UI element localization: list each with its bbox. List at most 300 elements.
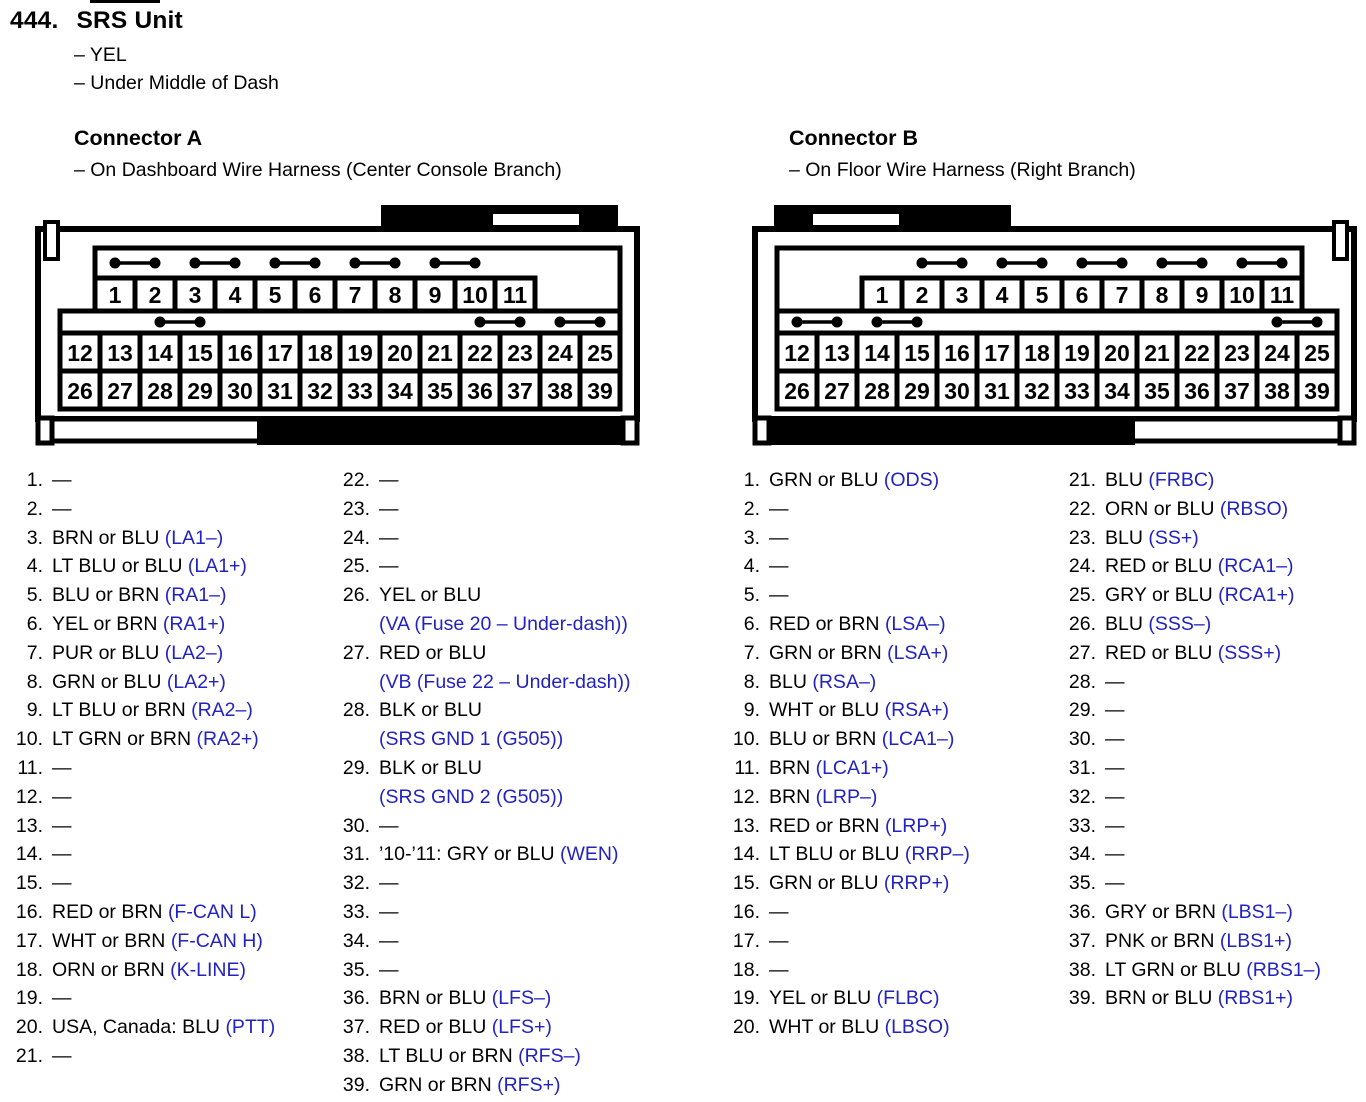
pin-row — [332, 581, 630, 639]
pin-cavity-number: 8 — [1155, 282, 1169, 308]
pin-row — [332, 1013, 630, 1042]
pin-wire-label: — — [1105, 785, 1125, 808]
pin-row — [5, 668, 275, 697]
pin-wire-label: — — [52, 785, 72, 808]
pin-wire-label: RED or BRN (LSA–) — [769, 612, 946, 635]
pin-wire-label: — — [379, 814, 399, 837]
bridge-terminal-dot — [595, 317, 606, 328]
pin-row — [332, 956, 630, 985]
housing-polarizing-notch — [45, 222, 58, 259]
pin-wire-label: — — [769, 526, 789, 549]
pin-number: 4. — [743, 555, 760, 578]
pin-wire-label: GRN or BLU (ODS) — [769, 469, 940, 491]
pin-row — [5, 581, 275, 610]
pin-row — [1058, 927, 1321, 956]
pin-wire-label: GRY or BRN (LBS1–) — [1105, 900, 1293, 923]
pin-wire-label: LT GRN or BRN (RA2+) — [52, 728, 259, 751]
pin-wire-label: GRN or BLU (LA2+) — [52, 670, 226, 693]
pin-cavity-number: 35 — [1144, 378, 1170, 404]
pin-row — [332, 869, 630, 898]
pin-number: 29. — [1068, 699, 1096, 722]
pin-wire-label: — — [769, 555, 789, 578]
pin-row — [5, 524, 275, 553]
pin-wire-label: — — [769, 929, 789, 952]
pin-row — [1058, 581, 1321, 610]
pin-number: 8. — [26, 670, 43, 693]
pin-row — [1058, 524, 1321, 553]
pin-row — [722, 725, 970, 754]
pin-wire-label: — — [379, 555, 399, 578]
bridge-terminal-dot — [1197, 258, 1208, 269]
pin-number: 21. — [1068, 469, 1096, 491]
pin-cavity-number: 9 — [1195, 282, 1209, 308]
pin-wire-label: ’10-’11: GRY or BLU (WEN) — [379, 843, 619, 866]
pin-wire-label: — — [1105, 699, 1125, 722]
pin-number: 39. — [1068, 987, 1096, 1010]
pin-number: 20. — [732, 1016, 760, 1039]
pin-row — [5, 754, 275, 783]
pin-row — [1058, 696, 1321, 725]
pin-number: 3. — [26, 526, 43, 549]
pin-row — [722, 1013, 970, 1042]
pin-row — [5, 552, 275, 581]
pin-cavity-number: 29 — [904, 378, 930, 404]
pin-number: 9. — [26, 699, 43, 722]
pin-row — [722, 754, 970, 783]
pin-number: 1. — [743, 469, 760, 491]
pin-number: 16. — [15, 900, 43, 923]
pin-number: 12. — [732, 785, 760, 808]
pin-wire-label: BLU or BRN (RA1–) — [52, 584, 227, 607]
pin-wire-label: PUR or BLU (LA2–) — [52, 641, 224, 664]
pin-row — [1058, 956, 1321, 985]
pin-cavity-number: 25 — [1304, 340, 1330, 366]
pin-cavity-number: 27 — [824, 378, 850, 404]
pin-wire-label: BLU or BRN (LCA1–) — [769, 728, 955, 751]
pin-number: 14. — [15, 843, 43, 866]
pin-number: 34. — [342, 929, 370, 952]
pin-cavity-number: 22 — [467, 340, 493, 366]
pin-wire-label: — — [52, 469, 72, 491]
pin-number: 22. — [342, 469, 370, 491]
pin-wire-label: BRN or BLU (LA1–) — [52, 526, 224, 549]
pin-number: 10. — [15, 728, 43, 751]
pin-wire-label: BLK or BLU (SRS GND 1 (G505)) — [379, 699, 564, 751]
pin-row — [332, 639, 630, 697]
pin-cavity-number: 31 — [267, 378, 293, 404]
pin-number: 25. — [342, 555, 370, 578]
bridge-terminal-dot — [1272, 317, 1283, 328]
pin-cavity-number: 23 — [1224, 340, 1250, 366]
pin-number: 37. — [1068, 929, 1096, 952]
pin-wire-label: LT BLU or BRN (RA2–) — [52, 699, 253, 722]
pin-cavity-number: 8 — [388, 282, 402, 308]
pin-cavity-number: 5 — [268, 282, 282, 308]
pin-cavity-number: 36 — [1184, 378, 1210, 404]
bridge-terminal-dot — [1037, 258, 1048, 269]
connector-a-pinout-diagram — [35, 205, 640, 447]
pin-cavity-number: 17 — [984, 340, 1010, 366]
pin-row — [332, 1071, 630, 1100]
pin-row — [5, 984, 275, 1013]
pin-cavity-number: 38 — [547, 378, 573, 404]
pin-cavity-number: 37 — [1224, 378, 1250, 404]
pin-row — [722, 783, 970, 812]
bridge-terminal-dot — [270, 258, 281, 269]
pin-number: 33. — [342, 900, 370, 923]
pin-row — [5, 927, 275, 956]
pin-wire-label: RED or BLU (VB (Fuse 22 – Under-dash)) — [379, 641, 631, 693]
pin-cavity-number: 39 — [1304, 378, 1330, 404]
pin-number: 18. — [15, 958, 43, 981]
pin-wire-label: — — [379, 872, 399, 895]
pin-row — [5, 639, 275, 668]
pin-wire-label: — — [379, 929, 399, 952]
pin-wire-label: RED or BLU (SSS+) — [1105, 641, 1282, 664]
pin-cavity-number: 28 — [864, 378, 890, 404]
pin-row — [1058, 610, 1321, 639]
pin-cavity-number: 21 — [1144, 340, 1170, 366]
pin-cavity-number: 21 — [427, 340, 453, 366]
pin-wire-label: — — [52, 843, 72, 866]
pin-wire-label: RED or BLU (LFS+) — [379, 1016, 552, 1039]
pin-wire-label: — — [52, 497, 72, 520]
pin-number: 28. — [1068, 670, 1096, 693]
pin-cavity-number: 32 — [307, 378, 333, 404]
pin-number: 25. — [1068, 584, 1096, 607]
bridge-terminal-dot — [1117, 258, 1128, 269]
pin-number: 20. — [15, 1016, 43, 1039]
pin-number: 36. — [1068, 900, 1096, 923]
connector-b-pin-list-col2 — [1058, 466, 1321, 1013]
housing-bottom-key-bar — [771, 418, 1135, 445]
pin-row — [5, 840, 275, 869]
pin-cavity-number: 30 — [227, 378, 253, 404]
pin-wire-label: — — [379, 958, 399, 981]
pin-cavity-number: 15 — [904, 340, 930, 366]
pin-number: 19. — [732, 987, 760, 1010]
pin-wire-label: — — [52, 814, 72, 837]
pin-number: 24. — [1068, 555, 1096, 578]
row2-bridge-band — [60, 311, 620, 333]
pin-wire-label: — — [1105, 843, 1125, 866]
pin-cavity-number: 17 — [267, 340, 293, 366]
pin-number: 34. — [1068, 843, 1096, 866]
connector-b-subheading: – On Floor Wire Harness (Right Branch) — [789, 159, 1136, 181]
connector-a-pin-list-col2 — [332, 466, 630, 1100]
pin-row — [5, 466, 275, 495]
pin-number: 33. — [1068, 814, 1096, 837]
connector-a-heading: Connector A — [74, 126, 203, 150]
housing-foot — [623, 418, 637, 443]
pin-cavity-number: 23 — [507, 340, 533, 366]
pin-number: 13. — [15, 814, 43, 837]
housing-foot — [755, 418, 769, 443]
pin-number: 38. — [342, 1044, 370, 1067]
bridge-terminal-dot — [475, 317, 486, 328]
pin-row — [1058, 812, 1321, 841]
pin-wire-label: WHT or BRN (F-CAN H) — [52, 929, 263, 952]
pin-number: 39. — [342, 1073, 370, 1096]
pin-wire-label: BLK or BLU (SRS GND 2 (G505)) — [379, 756, 564, 808]
pin-row — [332, 927, 630, 956]
pin-row — [1058, 466, 1321, 495]
pin-row — [722, 466, 970, 495]
pin-wire-label: LT BLU or BRN (RFS–) — [379, 1044, 581, 1067]
pin-cavity-number: 34 — [387, 378, 413, 404]
pin-wire-label: BRN or BLU (LFS–) — [379, 987, 552, 1010]
pin-wire-label: GRN or BRN (LSA+) — [769, 641, 949, 664]
pin-wire-label: — — [52, 872, 72, 895]
pin-row — [332, 495, 630, 524]
pin-wire-label: GRN or BRN (RFS+) — [379, 1073, 561, 1096]
unit-location-note: – Under Middle of Dash — [74, 72, 279, 94]
unit-connector-color-note: – YEL — [74, 44, 127, 66]
pin-wire-label: — — [379, 526, 399, 549]
pin-cavity-number: 1 — [875, 282, 889, 308]
pin-row — [722, 840, 970, 869]
pin-cavity-number: 20 — [1104, 340, 1130, 366]
pin-cavity-number: 10 — [1229, 282, 1255, 308]
pin-cavity-number: 7 — [348, 282, 362, 308]
pin-row — [332, 812, 630, 841]
pin-cavity-number: 3 — [188, 282, 202, 308]
pin-row — [722, 668, 970, 697]
pin-row — [332, 898, 630, 927]
pin-cavity-number: 36 — [467, 378, 493, 404]
pin-cavity-number: 26 — [784, 378, 810, 404]
pin-row — [722, 495, 970, 524]
pin-number: 12. — [15, 785, 43, 808]
pin-number: 7. — [743, 641, 760, 664]
pin-number: 28. — [342, 699, 370, 722]
pin-wire-label: LT BLU or BLU (LA1+) — [52, 555, 247, 578]
pin-cavity-number: 19 — [1064, 340, 1090, 366]
pin-row — [722, 812, 970, 841]
pin-number: 27. — [1068, 641, 1096, 664]
pin-number: 11. — [17, 756, 43, 779]
housing-foot — [38, 418, 52, 443]
pin-number: 14. — [732, 843, 760, 866]
pin-wire-label: — — [52, 756, 72, 779]
bridge-terminal-dot — [832, 317, 843, 328]
pin-cavity-number: 4 — [228, 282, 242, 308]
bridge-terminal-dot — [190, 258, 201, 269]
bridge-terminal-dot — [150, 258, 161, 269]
pin-row — [722, 552, 970, 581]
bridge-terminal-dot — [515, 317, 526, 328]
bridge-terminal-dot — [230, 258, 241, 269]
pin-cavity-number: 22 — [1184, 340, 1210, 366]
pin-cavity-number: 32 — [1024, 378, 1050, 404]
pin-wire-label: — — [769, 584, 789, 607]
pin-number: 21. — [15, 1044, 43, 1067]
pin-row — [5, 725, 275, 754]
pin-wire-label: RED or BLU (RCA1–) — [1105, 555, 1294, 578]
pin-cavity-number: 6 — [308, 282, 322, 308]
pin-cavity-number: 24 — [547, 340, 573, 366]
pin-cavity-number: 11 — [502, 282, 528, 308]
pin-row — [5, 898, 275, 927]
pin-number: 2. — [743, 497, 760, 520]
pin-row — [722, 610, 970, 639]
page-title-row — [10, 7, 183, 35]
pin-cavity-number: 27 — [107, 378, 133, 404]
pin-row — [332, 840, 630, 869]
pin-row — [1058, 869, 1321, 898]
pin-wire-label: BRN (LCA1+) — [769, 756, 889, 779]
pin-row — [332, 754, 630, 812]
pin-wire-label: — — [769, 497, 789, 520]
pin-row — [1058, 840, 1321, 869]
pin-wire-label: ORN or BRN (K-LINE) — [52, 958, 246, 981]
pin-row — [722, 581, 970, 610]
pin-cavity-number: 6 — [1075, 282, 1089, 308]
bridge-terminal-dot — [350, 258, 361, 269]
pin-wire-label: WHT or BLU (LBSO) — [769, 1016, 950, 1039]
pin-cavity-number: 30 — [944, 378, 970, 404]
pin-cavity-number: 26 — [67, 378, 93, 404]
pin-cavity-number: 14 — [864, 340, 890, 366]
pin-wire-label: — — [379, 900, 399, 923]
pin-cavity-number: 3 — [955, 282, 969, 308]
pin-cavity-number: 33 — [347, 378, 373, 404]
pin-cavity-number: 20 — [387, 340, 413, 366]
pin-row — [1058, 783, 1321, 812]
pin-cavity-number: 12 — [67, 340, 93, 366]
row2-bridge-band — [777, 311, 1337, 333]
pin-wire-label: BRN (LRP–) — [769, 785, 878, 808]
pin-number: 30. — [1068, 728, 1096, 751]
pin-number: 32. — [342, 872, 370, 895]
pin-cavity-number: 2 — [148, 282, 162, 308]
pin-row — [332, 552, 630, 581]
pin-row — [332, 984, 630, 1013]
pin-cavity-number: 12 — [784, 340, 810, 366]
pin-row — [5, 1042, 275, 1071]
pin-cavity-number: 1 — [108, 282, 122, 308]
housing-bottom-key-bar — [257, 418, 621, 445]
connector-b-pinout-diagram — [752, 205, 1357, 447]
pin-number: 23. — [1068, 526, 1096, 549]
pin-cavity-number: 33 — [1064, 378, 1090, 404]
pin-number: 35. — [342, 958, 370, 981]
pin-cavity-number: 31 — [984, 378, 1010, 404]
pin-number: 1. — [26, 469, 43, 491]
pin-cavity-number: 24 — [1264, 340, 1290, 366]
bridge-terminal-dot — [997, 258, 1008, 269]
pin-cavity-number: 18 — [1024, 340, 1050, 366]
pin-number: 26. — [1068, 612, 1096, 635]
pin-number: 24. — [342, 526, 370, 549]
pin-wire-label: — — [52, 987, 72, 1010]
pin-row — [722, 696, 970, 725]
pin-number: 17. — [15, 929, 43, 952]
pin-cavity-number: 19 — [347, 340, 373, 366]
pin-row — [722, 984, 970, 1013]
pin-cavity-number: 29 — [187, 378, 213, 404]
pin-row — [1058, 639, 1321, 668]
bridge-terminal-dot — [155, 317, 166, 328]
pin-row — [332, 524, 630, 553]
latch-tab-slot — [493, 214, 579, 225]
pin-row — [5, 610, 275, 639]
pin-wire-label: — — [1105, 814, 1125, 837]
pin-wire-label: RED or BRN (F-CAN L) — [52, 900, 257, 923]
pin-number: 30. — [342, 814, 370, 837]
pin-cavity-number: 13 — [107, 340, 133, 366]
pin-cavity-number: 34 — [1104, 378, 1130, 404]
bridge-terminal-dot — [1157, 258, 1168, 269]
pin-cavity-number: 14 — [147, 340, 173, 366]
pin-row — [1058, 668, 1321, 697]
pin-row — [5, 1013, 275, 1042]
connector-a-pin-list-col1 — [5, 466, 275, 1071]
bridge-terminal-dot — [470, 258, 481, 269]
bridge-terminal-dot — [1312, 317, 1323, 328]
pin-wire-label: PNK or BRN (LBS1+) — [1105, 929, 1292, 952]
pin-wire-label: — — [1105, 728, 1125, 751]
pin-row — [332, 1042, 630, 1071]
bridge-terminal-dot — [555, 317, 566, 328]
pin-number: 3. — [743, 526, 760, 549]
pin-wire-label: YEL or BLU (VA (Fuse 20 – Under-dash)) — [379, 584, 628, 635]
pin-cavity-number: 10 — [462, 282, 488, 308]
pin-wire-label: BLU (SSS–) — [1105, 612, 1212, 635]
connector-b-heading: Connector B — [789, 126, 918, 150]
pin-number: 18. — [732, 958, 760, 981]
pin-wire-label: GRN or BLU (RRP+) — [769, 872, 950, 895]
pin-cavity-number: 25 — [587, 340, 613, 366]
pin-row — [5, 696, 275, 725]
pin-wire-label: GRY or BLU (RCA1+) — [1105, 584, 1295, 607]
pin-row — [1058, 495, 1321, 524]
pin-wire-label: LT BLU or BLU (RRP–) — [769, 843, 970, 866]
pin-row — [332, 696, 630, 754]
pin-wire-label: BLU (RSA–) — [769, 670, 877, 693]
pin-wire-label: — — [769, 958, 789, 981]
bridge-terminal-dot — [917, 258, 928, 269]
pin-row — [1058, 754, 1321, 783]
bridge-terminal-dot — [1077, 258, 1088, 269]
pin-number: 17. — [732, 929, 760, 952]
pin-cavity-number: 2 — [915, 282, 929, 308]
pin-number: 15. — [732, 872, 760, 895]
pin-number: 32. — [1068, 785, 1096, 808]
pin-wire-label: — — [1105, 872, 1125, 895]
pin-cavity-number: 11 — [1269, 282, 1295, 308]
pin-cavity-number: 35 — [427, 378, 453, 404]
bridge-terminal-dot — [1237, 258, 1248, 269]
pin-number: 31. — [342, 843, 370, 866]
bridge-terminal-dot — [872, 317, 883, 328]
pin-number: 15. — [15, 872, 43, 895]
pin-number: 9. — [743, 699, 760, 722]
pin-wire-label: — — [52, 1044, 72, 1067]
pin-number: 11. — [734, 756, 760, 779]
pin-wire-label: — — [1105, 670, 1125, 693]
bridge-terminal-dot — [110, 258, 121, 269]
pin-number: 35. — [1068, 872, 1096, 895]
housing-foot — [1340, 418, 1354, 443]
bridge-terminal-dot — [390, 258, 401, 269]
pin-cavity-number: 7 — [1115, 282, 1129, 308]
pin-cavity-number: 38 — [1264, 378, 1290, 404]
connector-b-pin-list-col1 — [722, 466, 970, 1042]
pin-wire-label: BLU (FRBC) — [1105, 469, 1215, 491]
pin-cavity-number: 4 — [995, 282, 1009, 308]
pin-row — [722, 869, 970, 898]
